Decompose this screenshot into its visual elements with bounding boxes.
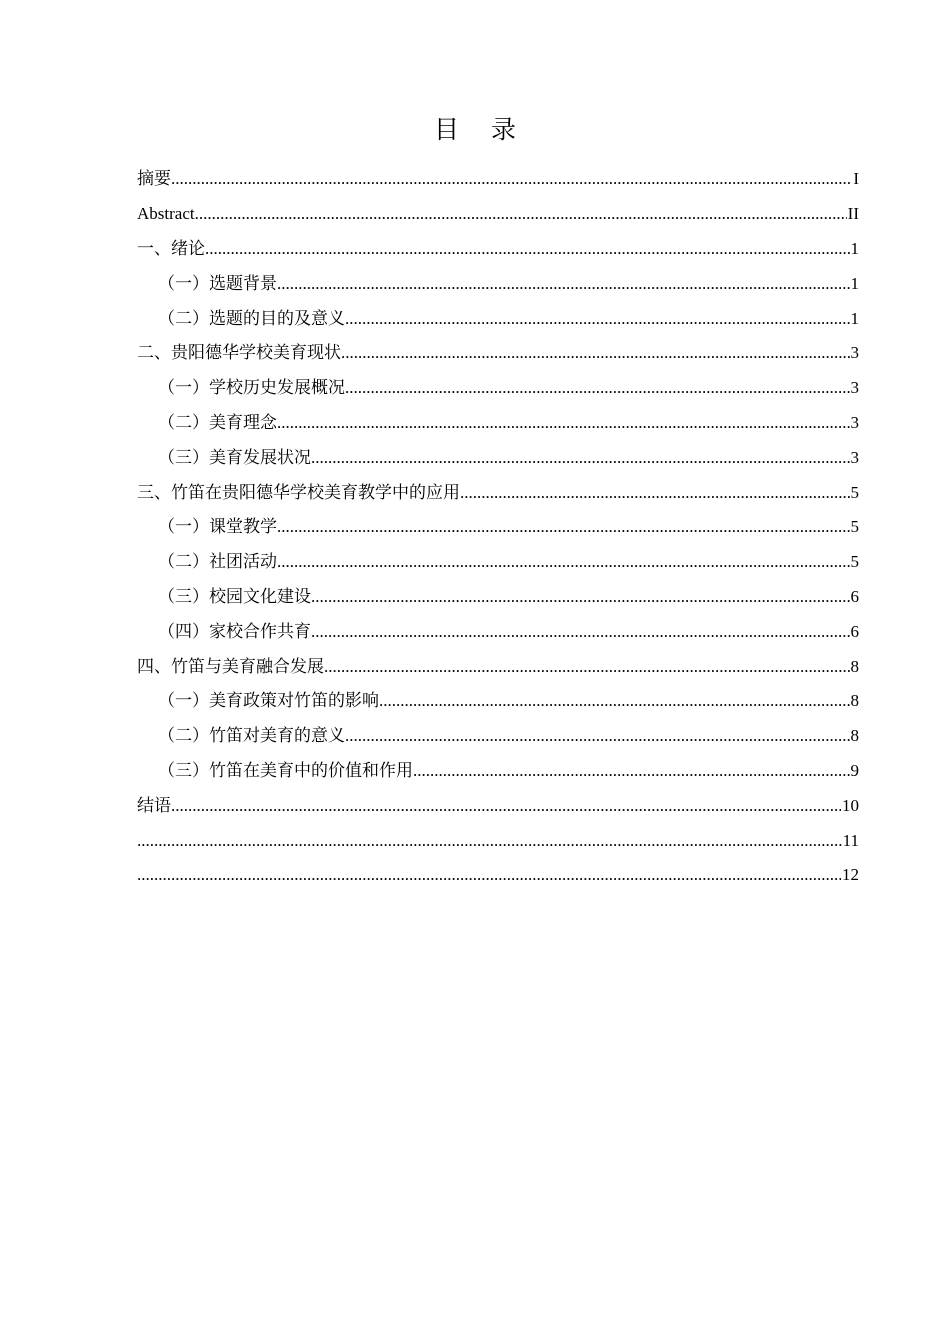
- toc-entry-page: 5: [850, 552, 859, 572]
- toc-entry-page: 8: [850, 726, 859, 746]
- toc-entry-label: （一）课堂教学: [158, 517, 277, 537]
- toc-dot-leader: [277, 517, 850, 537]
- toc-entry-page: 3: [850, 343, 859, 363]
- toc-entry-page: 5: [850, 517, 859, 537]
- toc-entry-page: 3: [850, 378, 859, 398]
- toc-entry-label: （二）竹笛对美育的意义: [158, 726, 345, 746]
- toc-entry-label: 四、竹笛与美育融合发展: [137, 656, 324, 676]
- toc-entry[interactable]: [137, 684, 859, 719]
- toc-entry-page: 1: [850, 308, 859, 328]
- toc-entry-label: （一）美育政策对竹笛的影响: [158, 691, 379, 711]
- toc-entry-label: 结语: [137, 795, 171, 815]
- toc-entry-label: （二）美育理念: [158, 412, 277, 432]
- toc-dot-leader: [171, 169, 852, 189]
- toc-entry-page: 9: [850, 760, 859, 780]
- toc-entry[interactable]: [137, 823, 859, 858]
- toc-entry-label: （二）选题的目的及意义: [158, 308, 345, 328]
- toc-entry-page: 8: [850, 656, 859, 676]
- toc-dot-leader: [205, 239, 850, 259]
- toc-dot-leader: [324, 657, 850, 677]
- toc-entry[interactable]: [137, 371, 859, 406]
- toc-entry[interactable]: [137, 719, 859, 754]
- toc-entry[interactable]: [137, 614, 859, 649]
- toc-entry-page: 11: [842, 830, 859, 850]
- toc-entry[interactable]: [137, 406, 859, 441]
- toc-entry-page: 3: [850, 447, 859, 467]
- toc-entry-label: 三、竹笛在贵阳德华学校美育教学中的应用: [137, 482, 460, 502]
- toc-dot-leader: [137, 865, 841, 885]
- toc-dot-leader: [413, 761, 850, 781]
- page-title: 目 录: [434, 115, 528, 144]
- toc-entry[interactable]: [137, 197, 859, 232]
- toc-entry-page: 3: [850, 412, 859, 432]
- toc-entry[interactable]: [137, 266, 859, 301]
- toc-entry-page: 8: [850, 691, 859, 711]
- toc-entry-page: 12: [842, 865, 859, 885]
- toc-entry[interactable]: [137, 301, 859, 336]
- toc-entry[interactable]: [137, 649, 859, 684]
- toc-entry[interactable]: [137, 510, 859, 545]
- toc-entry[interactable]: [137, 162, 859, 197]
- toc-entry-label: （三）美育发展状况: [158, 447, 311, 467]
- toc-dot-leader: [171, 796, 841, 816]
- toc-entry-label: （二）社团活动: [158, 552, 277, 572]
- toc-entry[interactable]: [137, 475, 859, 510]
- toc-dot-leader: [341, 343, 850, 363]
- toc-entry[interactable]: [137, 858, 859, 893]
- toc-entry-label: Abstract: [137, 204, 195, 224]
- toc-dot-leader: [379, 691, 850, 711]
- toc-entry-label: （一）学校历史发展概况: [158, 378, 345, 398]
- toc-dot-leader: [277, 552, 850, 572]
- toc-entry[interactable]: [137, 545, 859, 580]
- toc-entry-page: II: [847, 204, 859, 224]
- toc-entry-page: 6: [850, 621, 859, 641]
- toc-entry-page: 5: [850, 482, 859, 502]
- toc-entry[interactable]: [137, 440, 859, 475]
- toc-entry[interactable]: [137, 336, 859, 371]
- toc-dot-leader: [311, 587, 850, 607]
- toc-dot-leader: [311, 622, 850, 642]
- toc-dot-leader: [345, 309, 850, 329]
- toc-dot-leader: [311, 448, 850, 468]
- toc-entry[interactable]: [137, 754, 859, 789]
- toc-dot-leader: [345, 378, 850, 398]
- toc-entry-label: 二、贵阳德华学校美育现状: [137, 343, 341, 363]
- toc-entry-page: 6: [850, 586, 859, 606]
- toc-entry-label: （三）校园文化建设: [158, 586, 311, 606]
- toc-entry-label: 一、绪论: [137, 238, 205, 258]
- toc-entry[interactable]: [137, 580, 859, 615]
- toc-dot-leader: [137, 831, 842, 851]
- toc-dot-leader: [277, 413, 850, 433]
- table-of-contents: [137, 162, 859, 893]
- toc-dot-leader: [460, 483, 850, 503]
- toc-entry[interactable]: [137, 232, 859, 267]
- toc-entry-page: 1: [850, 238, 859, 258]
- toc-dot-leader: [195, 204, 847, 224]
- toc-entry-label: （四）家校合作共育: [158, 621, 311, 641]
- toc-entry-label: （三）竹笛在美育中的价值和作用: [158, 760, 413, 780]
- toc-entry-label: 摘要: [137, 169, 171, 189]
- toc-entry-label: （一）选题背景: [158, 273, 277, 293]
- toc-dot-leader: [277, 274, 850, 294]
- toc-entry-page: 1: [850, 273, 859, 293]
- toc-entry-page: I: [853, 169, 859, 189]
- toc-entry-page: 10: [842, 795, 859, 815]
- toc-entry[interactable]: [137, 788, 859, 823]
- toc-dot-leader: [345, 726, 850, 746]
